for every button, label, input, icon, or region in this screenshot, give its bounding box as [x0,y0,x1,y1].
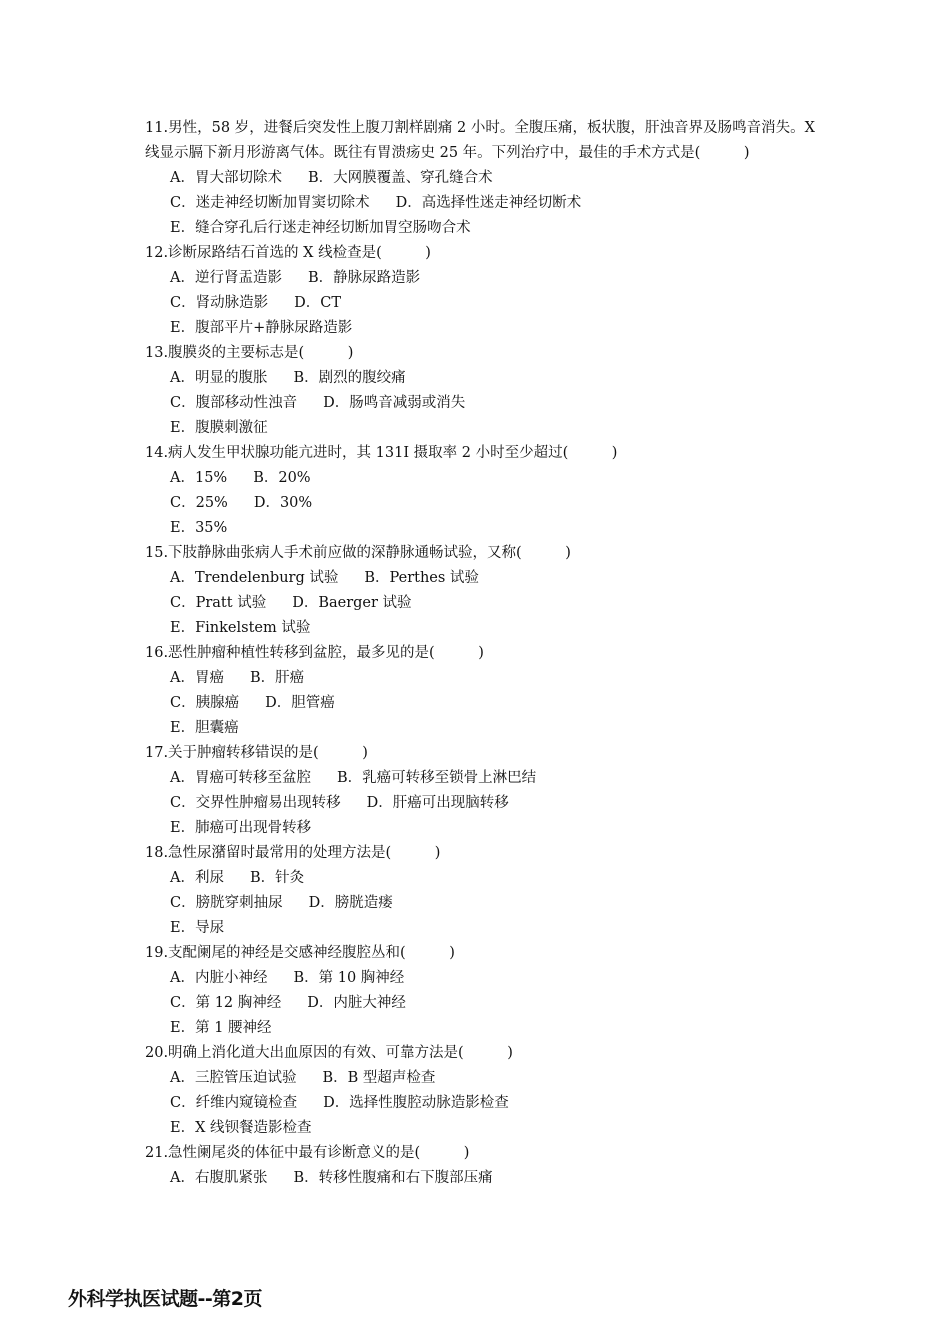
option-row [145,191,815,216]
option: A．胃癌 [170,670,224,686]
option: E．腹膜刺激征 [170,420,268,436]
option: E．X 线钡餐造影检查 [170,1120,312,1136]
option: D．30% [253,495,313,511]
option: A．15% [170,470,228,486]
option-row [145,291,815,316]
option: D．膀胱造瘘 [308,895,393,911]
option: B．Perthes 试验 [364,570,479,586]
option-row [145,1116,815,1141]
question-stem: 20.明确上消化道大出血原因的有效、可靠方法是( ) [145,1045,513,1061]
option-row [145,416,815,441]
question-stem: 15.下肢静脉曲张病人手术前应做的深静脉通畅试验，又称( ) [145,545,571,561]
option-row [145,766,815,791]
question-stem: 12.诊断尿路结石首选的 X 线检查是( ) [145,245,431,261]
option-row [145,1066,815,1091]
option: A．明显的腹胀 [170,370,268,386]
question-stem: 19.支配阑尾的神经是交感神经腹腔丛和( ) [145,945,455,961]
option: D．肝癌可出现脑转移 [366,795,509,811]
option: E．肺癌可出现骨转移 [170,820,312,836]
option: D．胆管癌 [265,695,335,711]
question-stem: 11.男性，58 岁，进餐后突发性上腹刀割样剧痛 2 小时。全腹压痛，板状腹，肝浊音界及肠鸣音消失。X 线显示膈下新月形游离气体。既往有胃溃疡史 25 年。下列治疗中，最佳的手术方式是( ) [145,120,815,161]
option: A．逆行肾盂造影 [170,270,282,286]
option-row [145,891,815,916]
option-row [145,566,815,591]
question-stem: 18.急性尿潴留时最常用的处理方法是( ) [145,845,441,861]
question-stem: 21.急性阑尾炎的体征中最有诊断意义的是( ) [145,1145,470,1161]
option: B．大网膜覆盖、穿孔缝合术 [307,170,493,186]
option: C．迷走神经切断加胃窦切除术 [170,195,370,211]
option: D．高选择性迷走神经切断术 [395,195,582,211]
option: B．肝癌 [249,670,305,686]
option: C．25% [170,495,228,511]
option: A．Trendelenburg 试验 [170,570,339,586]
option: C．腹部移动性浊音 [170,395,298,411]
option-row [145,591,815,616]
option: B．针灸 [249,870,305,886]
option: C．纤维内窥镜检查 [170,1095,298,1111]
option-row [145,866,815,891]
option: A．胃癌可转移至盆腔 [170,770,311,786]
option-row [145,366,815,391]
question-stem: 13.腹膜炎的主要标志是( ) [145,345,354,361]
option: A．右腹肌紧张 [170,1170,268,1186]
option: C．交界性肿瘤易出现转移 [170,795,341,811]
option-row [145,1091,815,1116]
option-row [145,666,815,691]
option: E．胆囊癌 [170,720,239,736]
option-row [145,491,815,516]
option: D．内脏大神经 [307,995,406,1011]
page-footer: 外科学执医试题--第2页 [68,1288,262,1310]
question-stem: 16.恶性肿瘤种植性转移到盆腔，最多见的是( ) [145,645,484,661]
option: D．CT [294,295,342,311]
option: C．肾动脉造影 [170,295,269,311]
option-row [145,966,815,991]
option-row [145,466,815,491]
option: E．Finkelstem 试验 [170,620,311,636]
option-row [145,166,815,191]
option: D．Baerger 试验 [292,595,412,611]
option-row [145,616,815,641]
option: B．20% [253,470,311,486]
option-row [145,791,815,816]
option-row [145,216,815,241]
option-row [145,716,815,741]
question-stem: 17.关于肿瘤转移错误的是( ) [145,745,368,761]
option: E．缝合穿孔后行迷走神经切断加胃空肠吻合术 [170,220,471,236]
option: B．静脉尿路造影 [307,270,421,286]
option: A．胃大部切除术 [170,170,282,186]
option: D．选择性腹腔动脉造影检查 [323,1095,509,1111]
option-row [145,916,815,941]
option-row [145,1166,815,1191]
option: E．导尿 [170,920,225,936]
option-row [145,991,815,1016]
question-list [145,116,815,1191]
option: C．Pratt 试验 [170,595,267,611]
option: B．B 型超声检查 [322,1070,436,1086]
option-row [145,1016,815,1041]
option: B．转移性腹痛和右下腹部压痛 [293,1170,493,1186]
option: C．膀胱穿刺抽尿 [170,895,283,911]
option-row [145,266,815,291]
option-row [145,516,815,541]
option-row [145,391,815,416]
option: A．利尿 [170,870,224,886]
option: E．腹部平片+静脉尿路造影 [170,320,353,336]
option: E．第 1 腰神经 [170,1020,272,1036]
option: C．胰腺癌 [170,695,240,711]
option: B．第 10 胸神经 [293,970,405,986]
option: E．35% [170,520,228,536]
option-row [145,691,815,716]
option-row [145,816,815,841]
option: C．第 12 胸神经 [170,995,282,1011]
option: B．剧烈的腹绞痛 [293,370,406,386]
option: B．乳癌可转移至锁骨上淋巴结 [336,770,537,786]
option-row [145,316,815,341]
option: A．三腔管压迫试验 [170,1070,297,1086]
question-stem: 14.病人发生甲状腺功能亢进时，其 131I 摄取率 2 小时至少超过( ) [145,445,618,461]
option: D．肠鸣音减弱或消失 [323,395,466,411]
option: A．内脏小神经 [170,970,268,986]
